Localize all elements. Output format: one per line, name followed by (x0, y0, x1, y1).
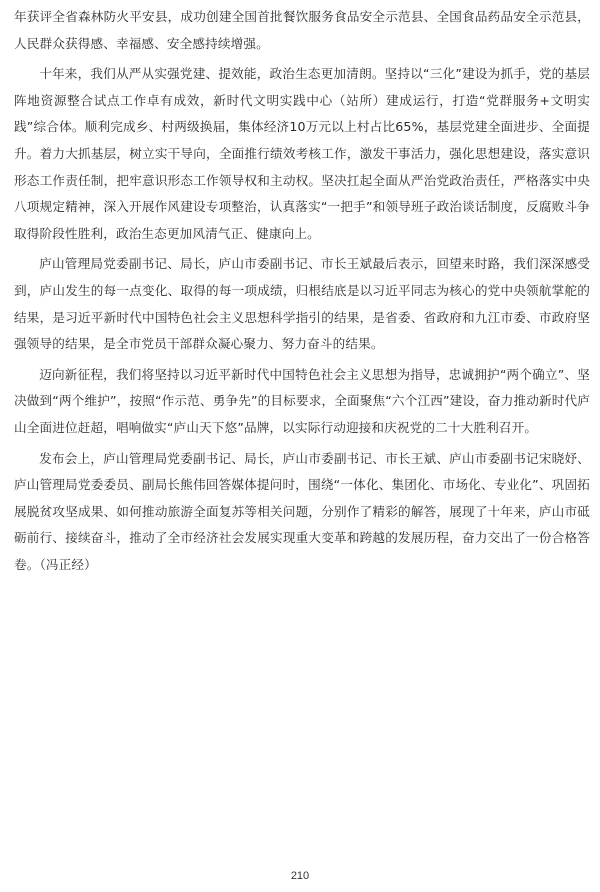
paragraph-continued: 年获评全省森林防火平安县，成功创建全国首批餐饮服务食品安全示范县、全国食品药品安全示范县，人民群众获得感、幸福感、安全感持续增强。 (14, 9, 590, 51)
paragraph-new-journey: 迈向新征程，我们将坚持以习近平新时代中国特色社会主义思想为指导，忠诚拥护“两个确立”、坚决做到“两个维护”，按照“作示范、勇争先”的目标要求，全面聚焦“六个江西”建设，奋力推动新时代庐山全面进位赶超，唱响做实“庐山天下悠”品牌，以实际行动迎接和庆祝党的二十大胜利召开。 (14, 366, 590, 435)
page-number: 210 (290, 870, 310, 882)
paragraph-party-building: 十年来，我们从严从实强党建、提效能，政治生态更加清朗。坚持以“三化”建设为抓手，党的基层阵地资源整合试点工作卓有成效，新时代文明实践中心（站所）建成运行，打造“党群服务+文明实践”综合体。顺利完成乡、村两级换届，集体经济10万元以上村占比65%，基层党建全面进步、全面提升。着力大抓基层，树立实干导向，全面推行绩效考核工作，激发干事活力，强化思想建设，落实意识形态工作责任制，把牢意识形态工作领导权和主动权。坚决扛起全面从严治党政治责任，严格落实中央八项规定精神，深入开展作风建设专项整治，认真落实“一把手”和领导班子政治谈话制度，反腐败斗争取得阶段性胜利，政治生态更加风清气正、健康向上。 (14, 66, 590, 241)
paragraph-summary: 庐山管理局党委副书记、局长，庐山市委副书记、市长王斌最后表示，回望来时路，我们深深感受到，庐山发生的每一点变化、取得的每一项成绩，归根结底是以习近平同志为核心的党中央领航掌舵的结果，是习近平新时代中国特色社会主义思想科学指引的结果，是省委、省政府和九江市委、市政府坚强领导的结果，是全市党员干部群众凝心聚力、努力奋斗的结果。 (14, 256, 590, 352)
paragraph-press-conference: 发布会上，庐山管理局党委副书记、局长，庐山市委副书记、市长王斌、庐山市委副书记宋晓妤、庐山管理局党委委员、副局长熊伟回答媒体提问时，围绕“一体化、集团化、市场化、专业化”、巩固拓展脱贫攻坚成果、如何推动旅游全面复苏等相关问题，分别作了精彩的解答，展现了十年来，庐山市砥砺前行、接续奋斗，推动了全市经济社会发展实现重大变革和跨越的发展历程，奋力交出了一份合格答卷。（冯正经） (14, 450, 590, 572)
